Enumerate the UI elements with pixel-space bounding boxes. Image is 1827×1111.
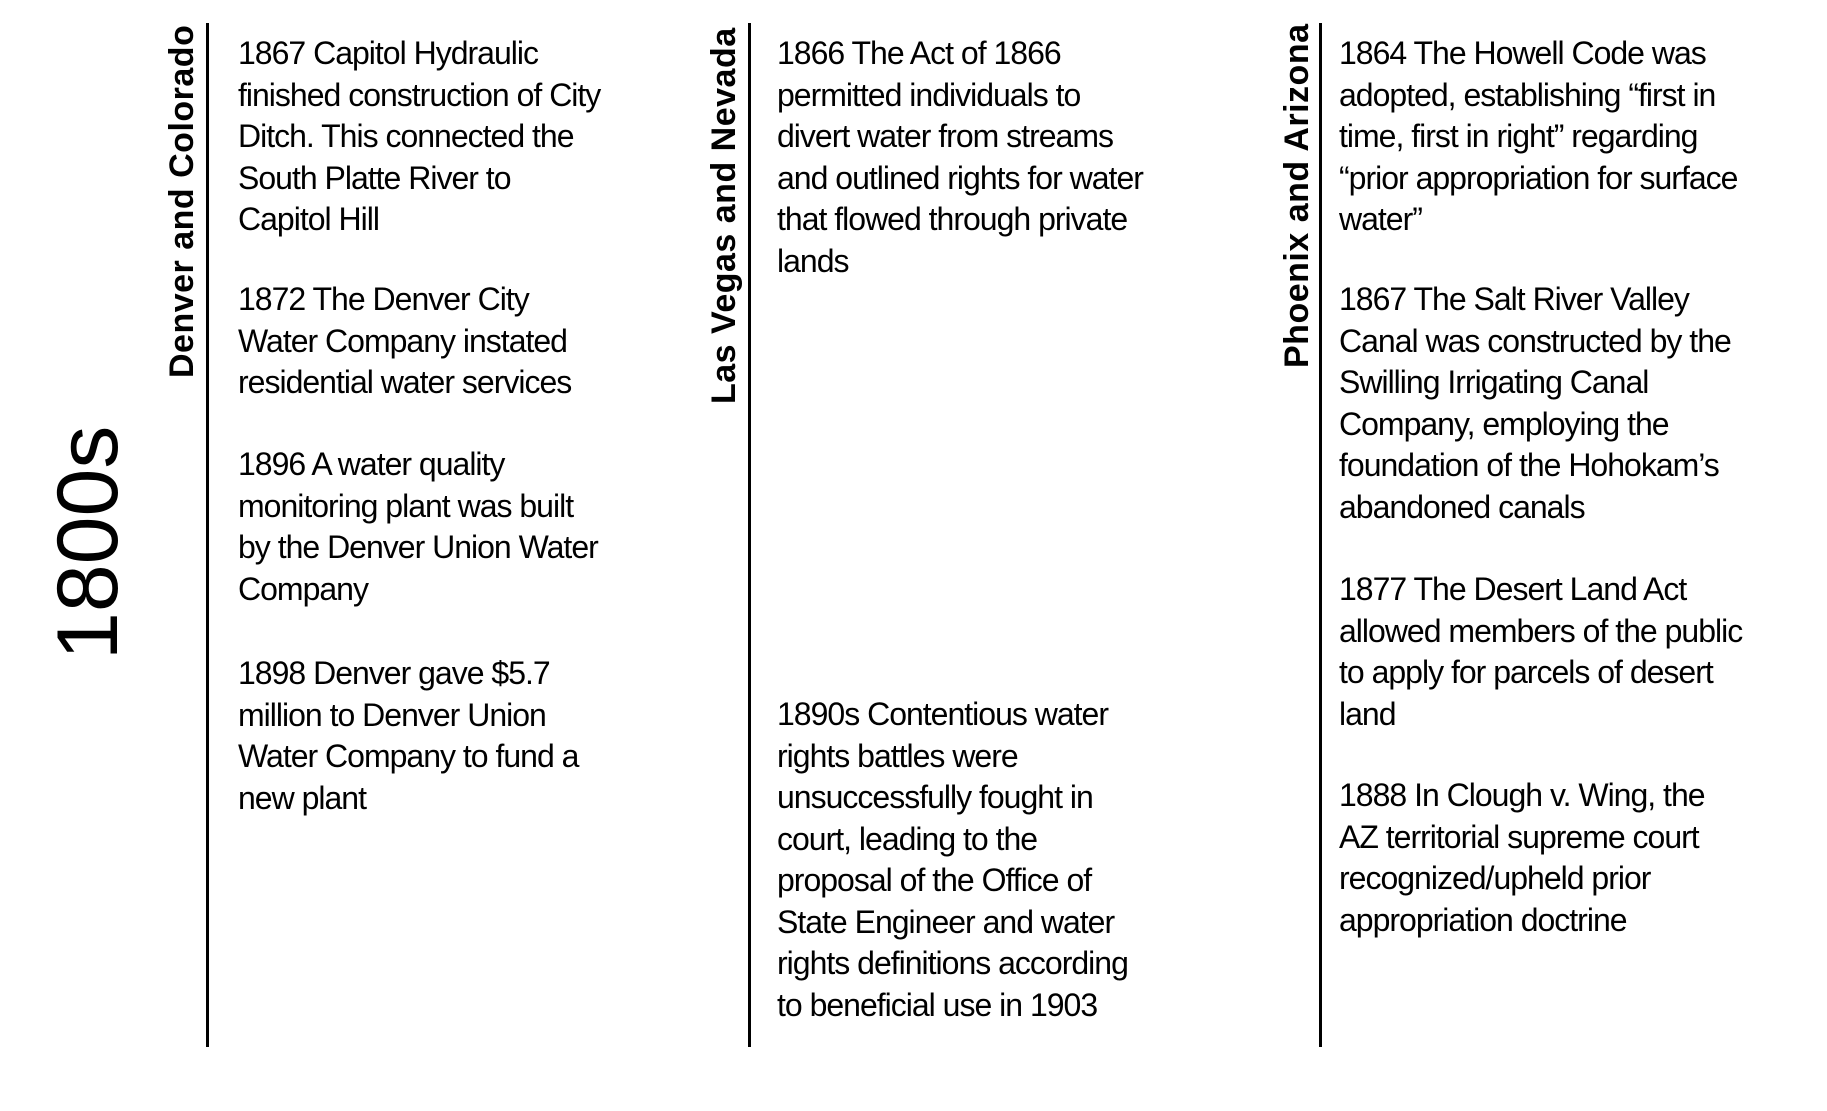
event-text-line: lands: [777, 242, 849, 279]
timeline-divider-las-vegas: [748, 23, 751, 1047]
event-text-line: foundation of the Hohokam’s: [1339, 447, 1719, 483]
event-text-line: water”: [1339, 201, 1422, 237]
event-text-line: and outlined rights for water: [777, 159, 1143, 196]
event-text-line: land: [1339, 695, 1396, 732]
event-text-line: recognized/upheld prior: [1339, 860, 1651, 896]
event-text-line: 1872 The Denver City: [238, 281, 529, 317]
event-text-line: AZ territorial supreme court: [1339, 818, 1699, 855]
event-text-line: 1864 The Howell Code was: [1339, 35, 1706, 71]
event-text-line: Water Company instated: [238, 322, 567, 359]
region-label-las-vegas: Las Vegas and Nevada: [705, 27, 743, 404]
event-text-line: “prior appropriation for surface: [1339, 159, 1738, 196]
event-text-line: 1867 Capitol Hydraulic: [238, 35, 538, 71]
timeline-event: [238, 279, 571, 404]
event-text-line: to apply for parcels of desert: [1339, 654, 1713, 690]
event-text-line: 1866 The Act of 1866: [777, 35, 1061, 71]
event-text-line: 1888 In Clough v. Wing, the: [1339, 777, 1705, 813]
event-text-line: allowed members of the public: [1339, 612, 1743, 649]
event-text-line: new plant: [238, 779, 366, 816]
event-text-line: 1898 Denver gave $5.7: [238, 655, 550, 691]
timeline-divider-denver: [206, 23, 209, 1047]
timeline-event: [777, 33, 1143, 282]
event-text-line: permitted individuals to: [777, 76, 1081, 113]
event-text-line: finished construction of City: [238, 76, 601, 113]
event-text-line: appropriation doctrine: [1339, 901, 1627, 938]
timeline-event: [238, 653, 578, 819]
event-text-line: to beneficial use in 1903: [777, 986, 1098, 1023]
event-text-line: million to Denver Union: [238, 696, 546, 733]
timeline-event: [238, 444, 598, 610]
event-text-line: that flowed through private: [777, 201, 1128, 237]
event-text-line: 1890s Contentious water: [777, 696, 1108, 732]
event-text-line: Water Company to fund a: [238, 738, 579, 774]
event-text-line: adopted, establishing “first in: [1339, 76, 1716, 113]
event-text-line: residential water services: [238, 364, 572, 400]
era-label: 1800s: [40, 425, 136, 660]
event-text-line: Ditch. This connected the: [238, 118, 574, 154]
event-text-line: unsuccessfully fought in: [777, 779, 1093, 815]
timeline-event: [1339, 279, 1731, 528]
event-text-line: State Engineer and water: [777, 903, 1115, 940]
event-text-line: Swilling Irrigating Canal: [1339, 364, 1649, 400]
event-text-line: Canal was constructed by the: [1339, 322, 1731, 359]
event-text-line: abandoned canals: [1339, 488, 1585, 525]
timeline-event: [1339, 33, 1737, 241]
event-text-line: rights definitions according: [777, 945, 1128, 981]
region-label-denver: Denver and Colorado: [163, 25, 201, 379]
region-label-phoenix: Phoenix and Arizona: [1278, 23, 1316, 368]
timeline-event: [1339, 775, 1705, 941]
event-text-line: 1896 A water quality: [238, 446, 505, 482]
timeline-divider-phoenix: [1319, 23, 1322, 1047]
event-text-line: South Platte River to: [238, 159, 511, 196]
event-text-line: court, leading to the: [777, 820, 1038, 857]
event-text-line: divert water from streams: [777, 118, 1113, 154]
event-text-line: monitoring plant was built: [238, 487, 574, 524]
timeline-event: [238, 33, 600, 241]
event-text-line: 1877 The Desert Land Act: [1339, 571, 1687, 607]
event-text-line: rights battles were: [777, 737, 1018, 774]
timeline-event: [777, 694, 1128, 1026]
event-text-line: 1867 The Salt River Valley: [1339, 281, 1689, 317]
event-text-line: Company: [238, 570, 368, 607]
event-text-line: time, first in right” regarding: [1339, 118, 1698, 154]
event-text-line: proposal of the Office of: [777, 862, 1092, 898]
event-text-line: by the Denver Union Water: [238, 529, 598, 565]
timeline-event: [1339, 569, 1742, 735]
event-text-line: Capitol Hill: [238, 201, 379, 237]
event-text-line: Company, employing the: [1339, 405, 1669, 442]
